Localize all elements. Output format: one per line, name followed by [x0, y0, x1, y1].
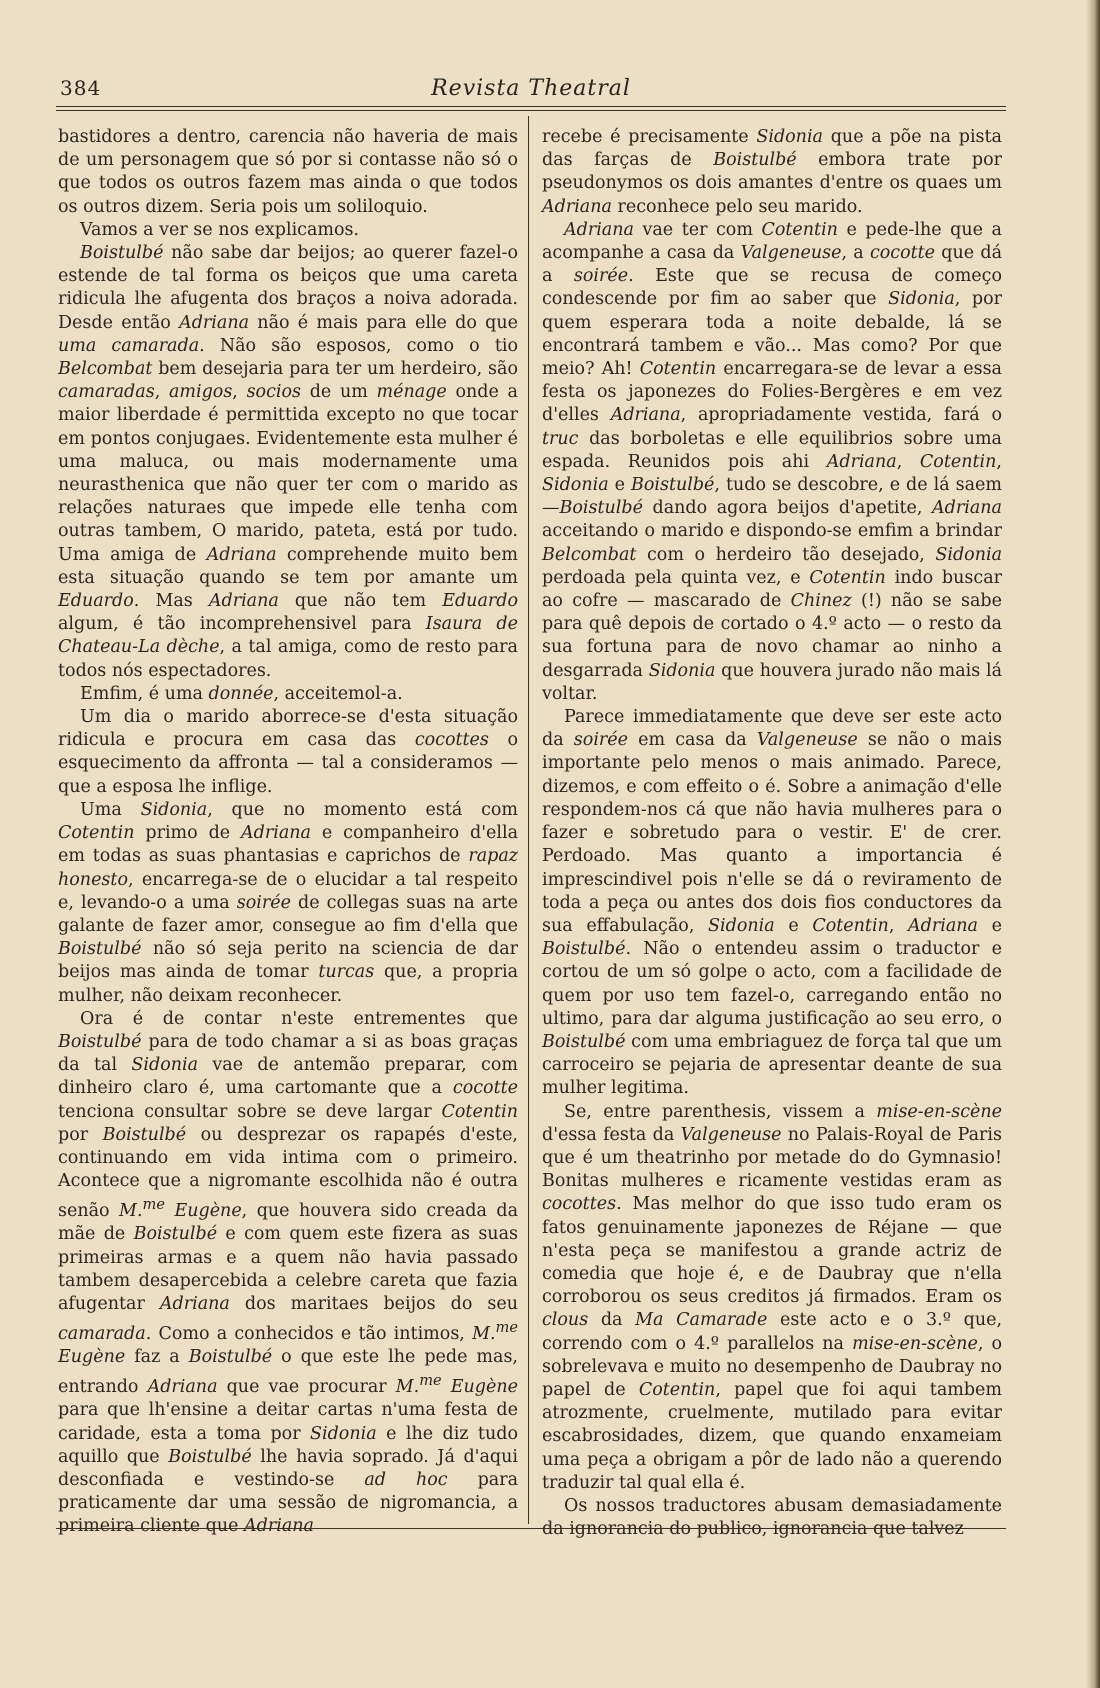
column-divider — [528, 116, 529, 1524]
left-column — [58, 126, 518, 1539]
paragraph: Vamos a ver se nos explicamos. — [80, 219, 360, 240]
page-number: 384 — [60, 76, 102, 100]
paragraph: Ora é de contar n'este entrementes que Boistulbé para de todo chamar a si as boas graças da tal Sidonia vae de antemão preparar, com dinheiro claro é, uma cartomante que a cocotte tenciona consultar sobre se deve largar Cotentin por Boistulbé ou desprezar os rapapés d'este, continuando em vida intima com o primeiro. Acontece que a nigromante escolhida não é outra senão M.$^{me}$ Eugène, que houvera sido creada da mãe de Boistulbé e com quem este fizera as suas primeiras armas e a quem não havia passado tambem desapercebida a celebre careta que fazia afugentar Adriana dos maritaes beijos do seu camarada. Como a conhecidos e tão intimos, M.$^{me}$ Eugène faz a Boistulbé o que este lhe pede mas, entrando Adriana que vae procurar M.$^{me}$ Eugène para que lh'ensine a deitar cartas n'uma festa de caridade, esta a toma por Sidonia e lhe diz tudo aquillo que Boistulbé lhe havia soprado. Já d'aqui desconfiada e vestindo-se ad hoc para praticamente dar uma sessão de nigromancia, a primeira cliente que Adriana — [58, 1008, 519, 1537]
paragraph: Uma Sidonia, que no momento está com Cotentin primo de Adriana e companheiro d'ella em todas as suas phantasias e caprichos de rapaz honesto, encarrega-se de o elucidar a tal respeito e, levando-o a uma soirée de collegas suas na arte galante de fazer amor, consegue ao fim d'ella que Boistulbé não só seja perito na sciencia de dar beijos mas ainda de tomar turcas que, a propria mulher, não deixam reconhecer. — [58, 799, 519, 1006]
paragraph: bastidores a dentro, carencia não haveria de mais de um personagem que só por si contasse não só o que todos os outros fazem mas ainda o que todos os outros dizem. Seria pois um soliloquio. — [58, 127, 518, 217]
paragraph: Emfim, é uma donnée, acceitemol-a. — [80, 683, 403, 704]
paragraph: Os nossos traductores abusam demasiadamente da ignorancia do publico, ignorancia que talvez — [542, 1495, 1002, 1540]
header-rule-bottom — [56, 110, 1006, 111]
page-header — [56, 74, 1006, 104]
paragraph: Parece immediatamente que deve ser este acto da soirée em casa da Valgeneuse se não o mais importante pelo menos o mais animado. Parece, dizemos, e com effeito o é. Sobre a animação d'elle respondem-nos cá que não havia mulheres para o fazer e sobretudo para o vestir. E' de crer. Perdoado. Mas quanto a importancia é imprescindivel pois n'elle se dá o reviramento de toda a peça ou antes dos dois fios conductores da sua effabulação, Sidonia e Cotentin, Adriana e Boistulbé. Não o entendeu assim o traductor e cortou de um só golpe o acto, com a facilidade de quem por uso tem fazel-o, carregando então no ultimo, para dar alguma justificação ao seu erro, o Boistulbé com uma embriaguez de força tal que um carroceiro se pejaria de apresentar deante de sua mulher legitima. — [542, 707, 1003, 1099]
right-column — [542, 126, 1002, 1541]
paragraph: Se, entre parenthesis, vissem a mise-en-scène d'essa festa da Valgeneuse no Palais-Royal de Paris que é um theatrinho por metade do do Gymnasio! Bonitas mulheres e ricamente vestidas eram as cocottes. Mas melhor do que isso tudo eram os fatos genuinamente japonezes de Réjane — que n'esta peça se manifestou a grande actriz de comedia que hoje é, e de Daubray que n'ella corroborou os seus creditos já firmados. Eram os clous da Ma Camarade este acto e o 3.º que, correndo com o 4.º parallelos na mise-en-scène, o sobrelevava e muito no desempenho de Daubray no papel de Cotentin, papel que foi aqui tambem atrozmente, cruelmente, mutilado para evitar escabrosidades, dizem, que quando enxameiam uma peça a obrigam a pôr de lado não a querendo traduzir tal qual ella é. — [542, 1101, 1003, 1493]
paragraph: Boistulbé não sabe dar beijos; ao querer fazel-o estende de tal forma os beiços que uma careta ridicula lhe afugenta dos braços a noiva adorada. Desde então Adriana não é mais para elle do que uma camarada. Não são esposos, como o tio Belcombat bem desejaria para ter um herdeiro, são camaradas, amigos, socios de um ménage onde a maior liberdade é permittida excepto no que tocar em pontos conjugaes. Evidentemente esta mulher é uma maluca, ou mais modernamente uma neurasthenica que não quer ter com o marido as relações naturaes que impede elle tenha com outras tambem, O marido, pateta, está por tudo. Uma amiga de Adriana comprehende muito bem esta situação quando se tem por amante um Eduardo. Mas Adriana que não tem Eduardo algum, é tão incomprehensivel para Isaura de Chateau-La dèche, a tal amiga, como de resto para todos nós espectadores. — [58, 243, 518, 681]
paragraph: Adriana vae ter com Cotentin e pede-lhe que a acompanhe a casa da Valgeneuse, a cocotte que dá a soirée. Este que se recusa de começo condescende por fim ao saber que Sidonia, por quem esperara toda a noite debalde, lá se encontrará tambem e vão... Mas como? Por que meio? Ah! Cotentin encarregara-se de levar a essa festa os japonezes do Folies-Bergères e em vez d'elles Adriana, apropriadamente vestida, fará o truc das borboletas e elle equilibrios sobre uma espada. Reunidos pois ahi Adriana, Cotentin, Sidonia e Boistulbé, tudo se descobre, e de lá saem—Boistulbé dando agora beijos d'apetite, Adriana acceitando o marido e dispondo-se emfim a brindar Belcombat com o herdeiro tão desejado, Sidonia perdoada pela quinta vez, e Cotentin indo buscar ao cofre — mascarado de Chinez (!) não se sabe para quê depois de cortado o 4.º acto — o resto da sua fortuna para de novo chamar ao ninho a desgarrada Sidonia que houvera jurado não mais lá voltar. — [542, 219, 1003, 704]
footer-rule — [56, 1528, 1006, 1529]
journal-title: Revista Theatral — [431, 76, 631, 101]
paragraph: Um dia o marido aborrece-se d'esta situação ridicula e procura em casa das cocottes o esquecimento da affronta — tal a consideramos — que a esposa lhe inflige. — [58, 707, 518, 797]
header-rule-top — [56, 106, 1006, 107]
page-spine-shadow — [1086, 0, 1100, 1688]
paragraph: recebe é precisamente Sidonia que a põe na pista das farças de Boistulbé embora trate por pseudonymos os dois amantes d'entre os quaes um Adriana reconhece pelo seu marido. — [542, 127, 1003, 217]
